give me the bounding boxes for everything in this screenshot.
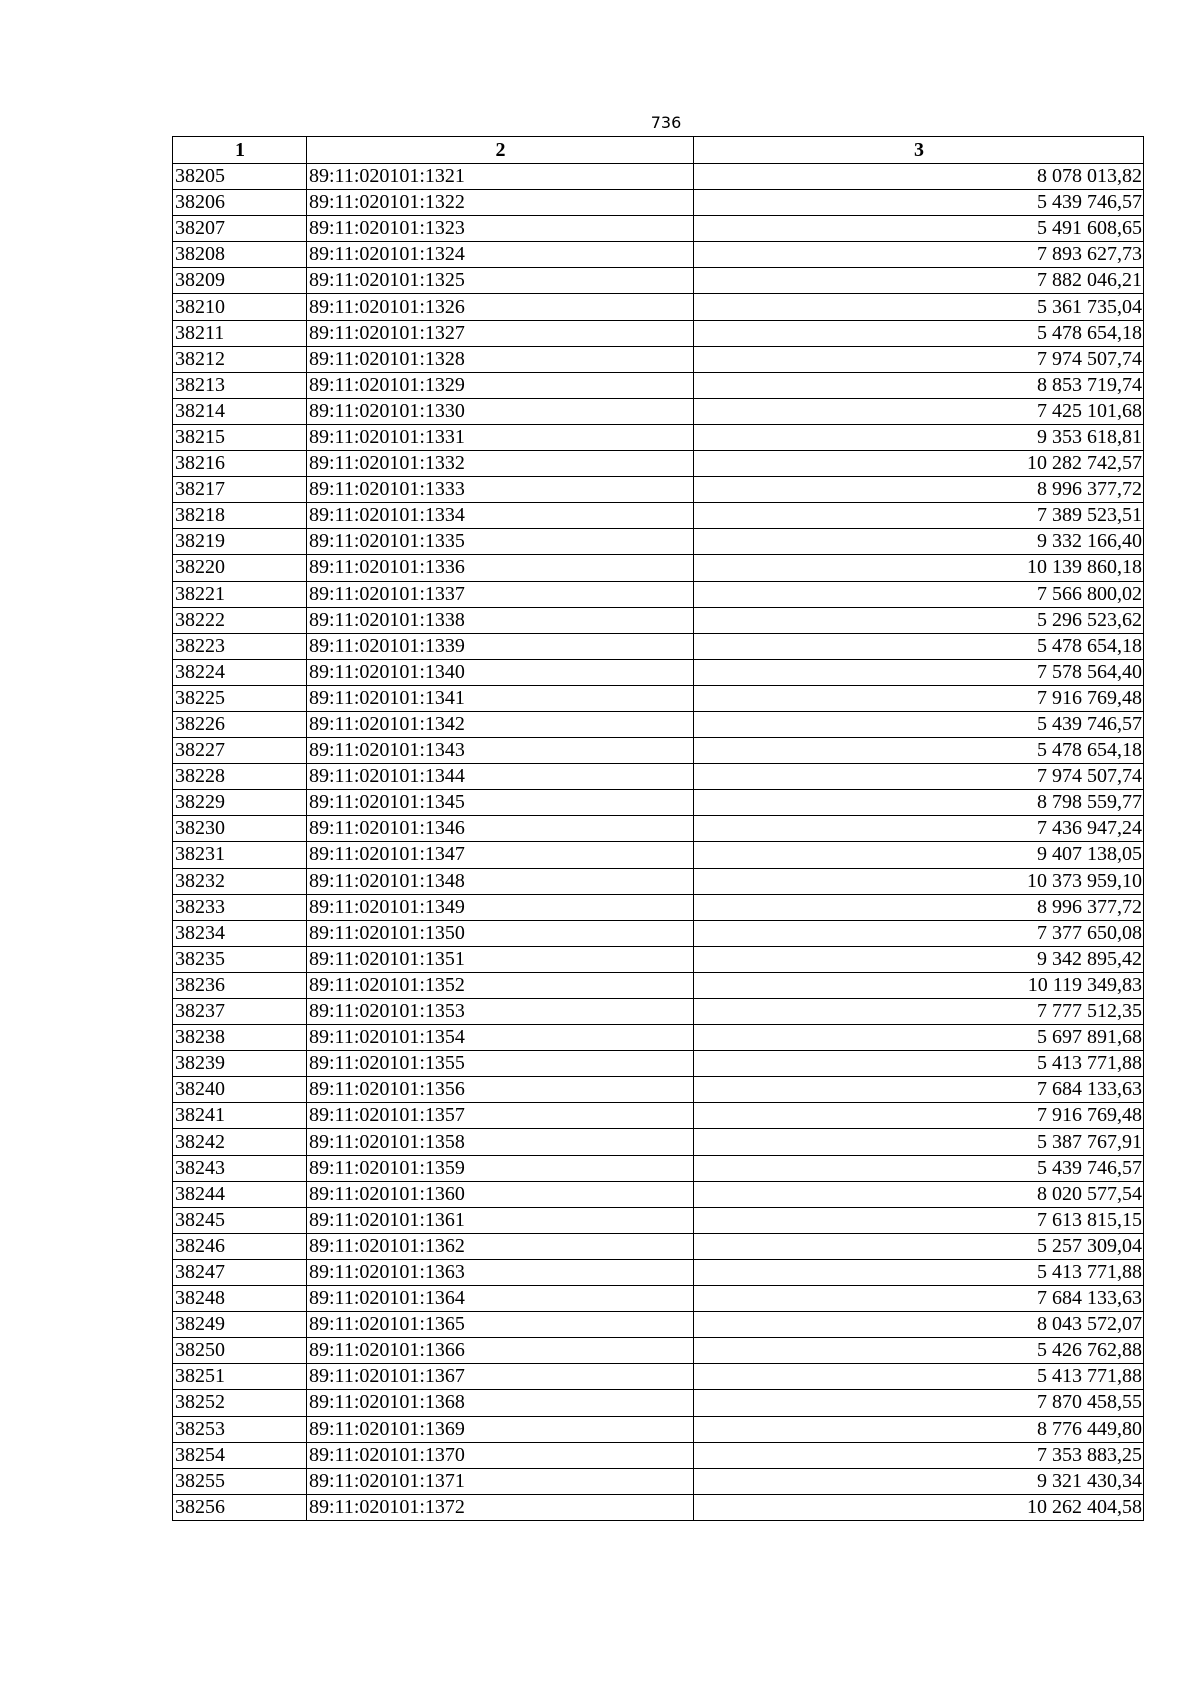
row-number-cell: 38242: [173, 1129, 307, 1155]
cadastral-number-cell: 89:11:020101:1332: [307, 451, 694, 477]
cadastral-value-cell: 5 361 735,04: [694, 294, 1144, 320]
table-row: [173, 1181, 1144, 1207]
row-number-cell: 38215: [173, 424, 307, 450]
cadastral-value-table: [172, 136, 1144, 1521]
table-row: [173, 242, 1144, 268]
row-number-cell: 38225: [173, 685, 307, 711]
cadastral-number-cell: 89:11:020101:1326: [307, 294, 694, 320]
cadastral-value-cell: 9 321 430,34: [694, 1468, 1144, 1494]
cadastral-value-cell: 5 257 309,04: [694, 1233, 1144, 1259]
table-row: [173, 816, 1144, 842]
cadastral-value-cell: 7 578 564,40: [694, 659, 1144, 685]
cadastral-number-cell: 89:11:020101:1331: [307, 424, 694, 450]
row-number-cell: 38224: [173, 659, 307, 685]
cadastral-number-cell: 89:11:020101:1333: [307, 477, 694, 503]
cadastral-number-cell: 89:11:020101:1342: [307, 711, 694, 737]
cadastral-value-cell: 8 043 572,07: [694, 1312, 1144, 1338]
row-number-cell: 38227: [173, 738, 307, 764]
table-row: [173, 1025, 1144, 1051]
table-row: [173, 764, 1144, 790]
cadastral-value-cell: 8 798 559,77: [694, 790, 1144, 816]
table-row: [173, 842, 1144, 868]
cadastral-number-cell: 89:11:020101:1347: [307, 842, 694, 868]
row-number-cell: 38248: [173, 1286, 307, 1312]
cadastral-number-cell: 89:11:020101:1350: [307, 920, 694, 946]
table-row: [173, 685, 1144, 711]
cadastral-number-cell: 89:11:020101:1357: [307, 1103, 694, 1129]
cadastral-number-cell: 89:11:020101:1364: [307, 1286, 694, 1312]
table-row: [173, 503, 1144, 529]
row-number-cell: 38232: [173, 868, 307, 894]
cadastral-value-cell: 9 342 895,42: [694, 946, 1144, 972]
table-row: [173, 790, 1144, 816]
table-row: [173, 1494, 1144, 1520]
cadastral-number-cell: 89:11:020101:1348: [307, 868, 694, 894]
cadastral-number-cell: 89:11:020101:1368: [307, 1390, 694, 1416]
table-row: [173, 1155, 1144, 1181]
cadastral-number-cell: 89:11:020101:1372: [307, 1494, 694, 1520]
table-row: [173, 451, 1144, 477]
cadastral-value-cell: 9 353 618,81: [694, 424, 1144, 450]
cadastral-value-cell: 8 996 377,72: [694, 477, 1144, 503]
row-number-cell: 38238: [173, 1025, 307, 1051]
cadastral-number-cell: 89:11:020101:1354: [307, 1025, 694, 1051]
cadastral-value-cell: 8 020 577,54: [694, 1181, 1144, 1207]
cadastral-value-cell: 7 613 815,15: [694, 1207, 1144, 1233]
table-row: [173, 1468, 1144, 1494]
row-number-cell: 38244: [173, 1181, 307, 1207]
cadastral-number-cell: 89:11:020101:1344: [307, 764, 694, 790]
cadastral-number-cell: 89:11:020101:1339: [307, 633, 694, 659]
table-row: [173, 711, 1144, 737]
cadastral-number-cell: 89:11:020101:1359: [307, 1155, 694, 1181]
row-number-cell: 38217: [173, 477, 307, 503]
cadastral-value-cell: 9 332 166,40: [694, 529, 1144, 555]
row-number-cell: 38233: [173, 894, 307, 920]
table-row: [173, 1051, 1144, 1077]
cadastral-value-cell: 7 916 769,48: [694, 1103, 1144, 1129]
cadastral-number-cell: 89:11:020101:1338: [307, 607, 694, 633]
cadastral-number-cell: 89:11:020101:1358: [307, 1129, 694, 1155]
table-row: [173, 633, 1144, 659]
cadastral-number-cell: 89:11:020101:1337: [307, 581, 694, 607]
cadastral-number-cell: 89:11:020101:1353: [307, 999, 694, 1025]
table-row: [173, 424, 1144, 450]
column-header-3: 3: [694, 137, 1144, 164]
table-row: [173, 164, 1144, 190]
row-number-cell: 38214: [173, 398, 307, 424]
cadastral-value-cell: 7 436 947,24: [694, 816, 1144, 842]
cadastral-number-cell: 89:11:020101:1351: [307, 946, 694, 972]
cadastral-value-cell: 5 413 771,88: [694, 1051, 1144, 1077]
row-number-cell: 38251: [173, 1364, 307, 1390]
cadastral-value-cell: 7 893 627,73: [694, 242, 1144, 268]
cadastral-number-cell: 89:11:020101:1324: [307, 242, 694, 268]
row-number-cell: 38210: [173, 294, 307, 320]
cadastral-number-cell: 89:11:020101:1349: [307, 894, 694, 920]
cadastral-number-cell: 89:11:020101:1352: [307, 972, 694, 998]
cadastral-value-cell: 10 373 959,10: [694, 868, 1144, 894]
cadastral-number-cell: 89:11:020101:1363: [307, 1259, 694, 1285]
row-number-cell: 38208: [173, 242, 307, 268]
row-number-cell: 38243: [173, 1155, 307, 1181]
cadastral-number-cell: 89:11:020101:1360: [307, 1181, 694, 1207]
table-row: [173, 607, 1144, 633]
cadastral-number-cell: 89:11:020101:1370: [307, 1442, 694, 1468]
table-row: [173, 1077, 1144, 1103]
cadastral-number-cell: 89:11:020101:1325: [307, 268, 694, 294]
row-number-cell: 38253: [173, 1416, 307, 1442]
table-row: [173, 190, 1144, 216]
table-header-row: [173, 137, 1144, 164]
row-number-cell: 38247: [173, 1259, 307, 1285]
cadastral-value-cell: 7 389 523,51: [694, 503, 1144, 529]
row-number-cell: 38219: [173, 529, 307, 555]
cadastral-value-cell: 8 776 449,80: [694, 1416, 1144, 1442]
table-row: [173, 398, 1144, 424]
table-row: [173, 1259, 1144, 1285]
row-number-cell: 38231: [173, 842, 307, 868]
row-number-cell: 38250: [173, 1338, 307, 1364]
cadastral-number-cell: 89:11:020101:1367: [307, 1364, 694, 1390]
row-number-cell: 38220: [173, 555, 307, 581]
row-number-cell: 38246: [173, 1233, 307, 1259]
cadastral-value-cell: 7 882 046,21: [694, 268, 1144, 294]
cadastral-value-cell: 8 996 377,72: [694, 894, 1144, 920]
cadastral-value-cell: 7 870 458,55: [694, 1390, 1144, 1416]
row-number-cell: 38226: [173, 711, 307, 737]
cadastral-value-cell: 5 491 608,65: [694, 216, 1144, 242]
cadastral-value-cell: 10 262 404,58: [694, 1494, 1144, 1520]
cadastral-number-cell: 89:11:020101:1369: [307, 1416, 694, 1442]
cadastral-value-cell: 7 377 650,08: [694, 920, 1144, 946]
cadastral-value-cell: 5 413 771,88: [694, 1259, 1144, 1285]
table-row: [173, 1207, 1144, 1233]
cadastral-number-cell: 89:11:020101:1327: [307, 320, 694, 346]
cadastral-value-cell: 7 684 133,63: [694, 1077, 1144, 1103]
cadastral-value-cell: 8 078 013,82: [694, 164, 1144, 190]
column-header-1: 1: [173, 137, 307, 164]
row-number-cell: 38205: [173, 164, 307, 190]
cadastral-value-cell: 5 439 746,57: [694, 190, 1144, 216]
cadastral-value-cell: 10 139 860,18: [694, 555, 1144, 581]
cadastral-number-cell: 89:11:020101:1346: [307, 816, 694, 842]
row-number-cell: 38240: [173, 1077, 307, 1103]
cadastral-number-cell: 89:11:020101:1345: [307, 790, 694, 816]
cadastral-value-cell: 5 426 762,88: [694, 1338, 1144, 1364]
cadastral-value-cell: 9 407 138,05: [694, 842, 1144, 868]
cadastral-value-cell: 7 353 883,25: [694, 1442, 1144, 1468]
cadastral-number-cell: 89:11:020101:1335: [307, 529, 694, 555]
cadastral-number-cell: 89:11:020101:1334: [307, 503, 694, 529]
table-row: [173, 868, 1144, 894]
cadastral-value-cell: 5 439 746,57: [694, 1155, 1144, 1181]
cadastral-value-cell: 7 916 769,48: [694, 685, 1144, 711]
cadastral-number-cell: 89:11:020101:1323: [307, 216, 694, 242]
table-row: [173, 999, 1144, 1025]
row-number-cell: 38237: [173, 999, 307, 1025]
cadastral-value-cell: 5 296 523,62: [694, 607, 1144, 633]
row-number-cell: 38213: [173, 372, 307, 398]
cadastral-value-cell: 7 974 507,74: [694, 764, 1144, 790]
table-row: [173, 268, 1144, 294]
table-row: [173, 1312, 1144, 1338]
row-number-cell: 38256: [173, 1494, 307, 1520]
table-row: [173, 894, 1144, 920]
row-number-cell: 38239: [173, 1051, 307, 1077]
row-number-cell: 38236: [173, 972, 307, 998]
row-number-cell: 38229: [173, 790, 307, 816]
table-row: [173, 972, 1144, 998]
cadastral-number-cell: 89:11:020101:1371: [307, 1468, 694, 1494]
cadastral-value-cell: 7 425 101,68: [694, 398, 1144, 424]
page-number: 736: [650, 113, 682, 132]
table-row: [173, 372, 1144, 398]
row-number-cell: 38218: [173, 503, 307, 529]
table-row: [173, 477, 1144, 503]
table-row: [173, 1103, 1144, 1129]
row-number-cell: 38206: [173, 190, 307, 216]
cadastral-value-cell: 7 684 133,63: [694, 1286, 1144, 1312]
table-row: [173, 1233, 1144, 1259]
table-row: [173, 1129, 1144, 1155]
table-row: [173, 555, 1144, 581]
row-number-cell: 38207: [173, 216, 307, 242]
row-number-cell: 38223: [173, 633, 307, 659]
cadastral-number-cell: 89:11:020101:1366: [307, 1338, 694, 1364]
table-row: [173, 294, 1144, 320]
row-number-cell: 38230: [173, 816, 307, 842]
row-number-cell: 38234: [173, 920, 307, 946]
table-row: [173, 1416, 1144, 1442]
cadastral-number-cell: 89:11:020101:1361: [307, 1207, 694, 1233]
cadastral-number-cell: 89:11:020101:1355: [307, 1051, 694, 1077]
cadastral-value-cell: 5 413 771,88: [694, 1364, 1144, 1390]
cadastral-value-cell: 5 697 891,68: [694, 1025, 1144, 1051]
cadastral-value-cell: 8 853 719,74: [694, 372, 1144, 398]
table-row: [173, 946, 1144, 972]
cadastral-number-cell: 89:11:020101:1362: [307, 1233, 694, 1259]
cadastral-value-cell: 10 119 349,83: [694, 972, 1144, 998]
cadastral-value-cell: 7 777 512,35: [694, 999, 1144, 1025]
row-number-cell: 38222: [173, 607, 307, 633]
table-row: [173, 920, 1144, 946]
row-number-cell: 38212: [173, 346, 307, 372]
row-number-cell: 38249: [173, 1312, 307, 1338]
table-row: [173, 1286, 1144, 1312]
row-number-cell: 38209: [173, 268, 307, 294]
table-row: [173, 1338, 1144, 1364]
table-row: [173, 659, 1144, 685]
cadastral-value-cell: 5 387 767,91: [694, 1129, 1144, 1155]
cadastral-number-cell: 89:11:020101:1321: [307, 164, 694, 190]
table-row: [173, 320, 1144, 346]
cadastral-number-cell: 89:11:020101:1336: [307, 555, 694, 581]
cadastral-number-cell: 89:11:020101:1322: [307, 190, 694, 216]
row-number-cell: 38241: [173, 1103, 307, 1129]
table-row: [173, 1442, 1144, 1468]
cadastral-number-cell: 89:11:020101:1343: [307, 738, 694, 764]
row-number-cell: 38216: [173, 451, 307, 477]
row-number-cell: 38245: [173, 1207, 307, 1233]
row-number-cell: 38252: [173, 1390, 307, 1416]
table-body: [173, 164, 1144, 1521]
cadastral-number-cell: 89:11:020101:1329: [307, 372, 694, 398]
cadastral-number-cell: 89:11:020101:1356: [307, 1077, 694, 1103]
table-row: [173, 529, 1144, 555]
cadastral-number-cell: 89:11:020101:1328: [307, 346, 694, 372]
row-number-cell: 38255: [173, 1468, 307, 1494]
cadastral-number-cell: 89:11:020101:1340: [307, 659, 694, 685]
row-number-cell: 38254: [173, 1442, 307, 1468]
cadastral-number-cell: 89:11:020101:1341: [307, 685, 694, 711]
table-row: [173, 346, 1144, 372]
cadastral-number-cell: 89:11:020101:1365: [307, 1312, 694, 1338]
cadastral-value-cell: 7 566 800,02: [694, 581, 1144, 607]
cadastral-value-cell: 10 282 742,57: [694, 451, 1144, 477]
cadastral-value-cell: 5 478 654,18: [694, 738, 1144, 764]
cadastral-number-cell: 89:11:020101:1330: [307, 398, 694, 424]
row-number-cell: 38211: [173, 320, 307, 346]
cadastral-value-cell: 7 974 507,74: [694, 346, 1144, 372]
cadastral-value-cell: 5 478 654,18: [694, 320, 1144, 346]
table-row: [173, 216, 1144, 242]
table-row: [173, 1364, 1144, 1390]
row-number-cell: 38228: [173, 764, 307, 790]
cadastral-value-cell: 5 439 746,57: [694, 711, 1144, 737]
cadastral-value-cell: 5 478 654,18: [694, 633, 1144, 659]
row-number-cell: 38221: [173, 581, 307, 607]
table-row: [173, 738, 1144, 764]
row-number-cell: 38235: [173, 946, 307, 972]
column-header-2: 2: [307, 137, 694, 164]
table-row: [173, 581, 1144, 607]
table-row: [173, 1390, 1144, 1416]
